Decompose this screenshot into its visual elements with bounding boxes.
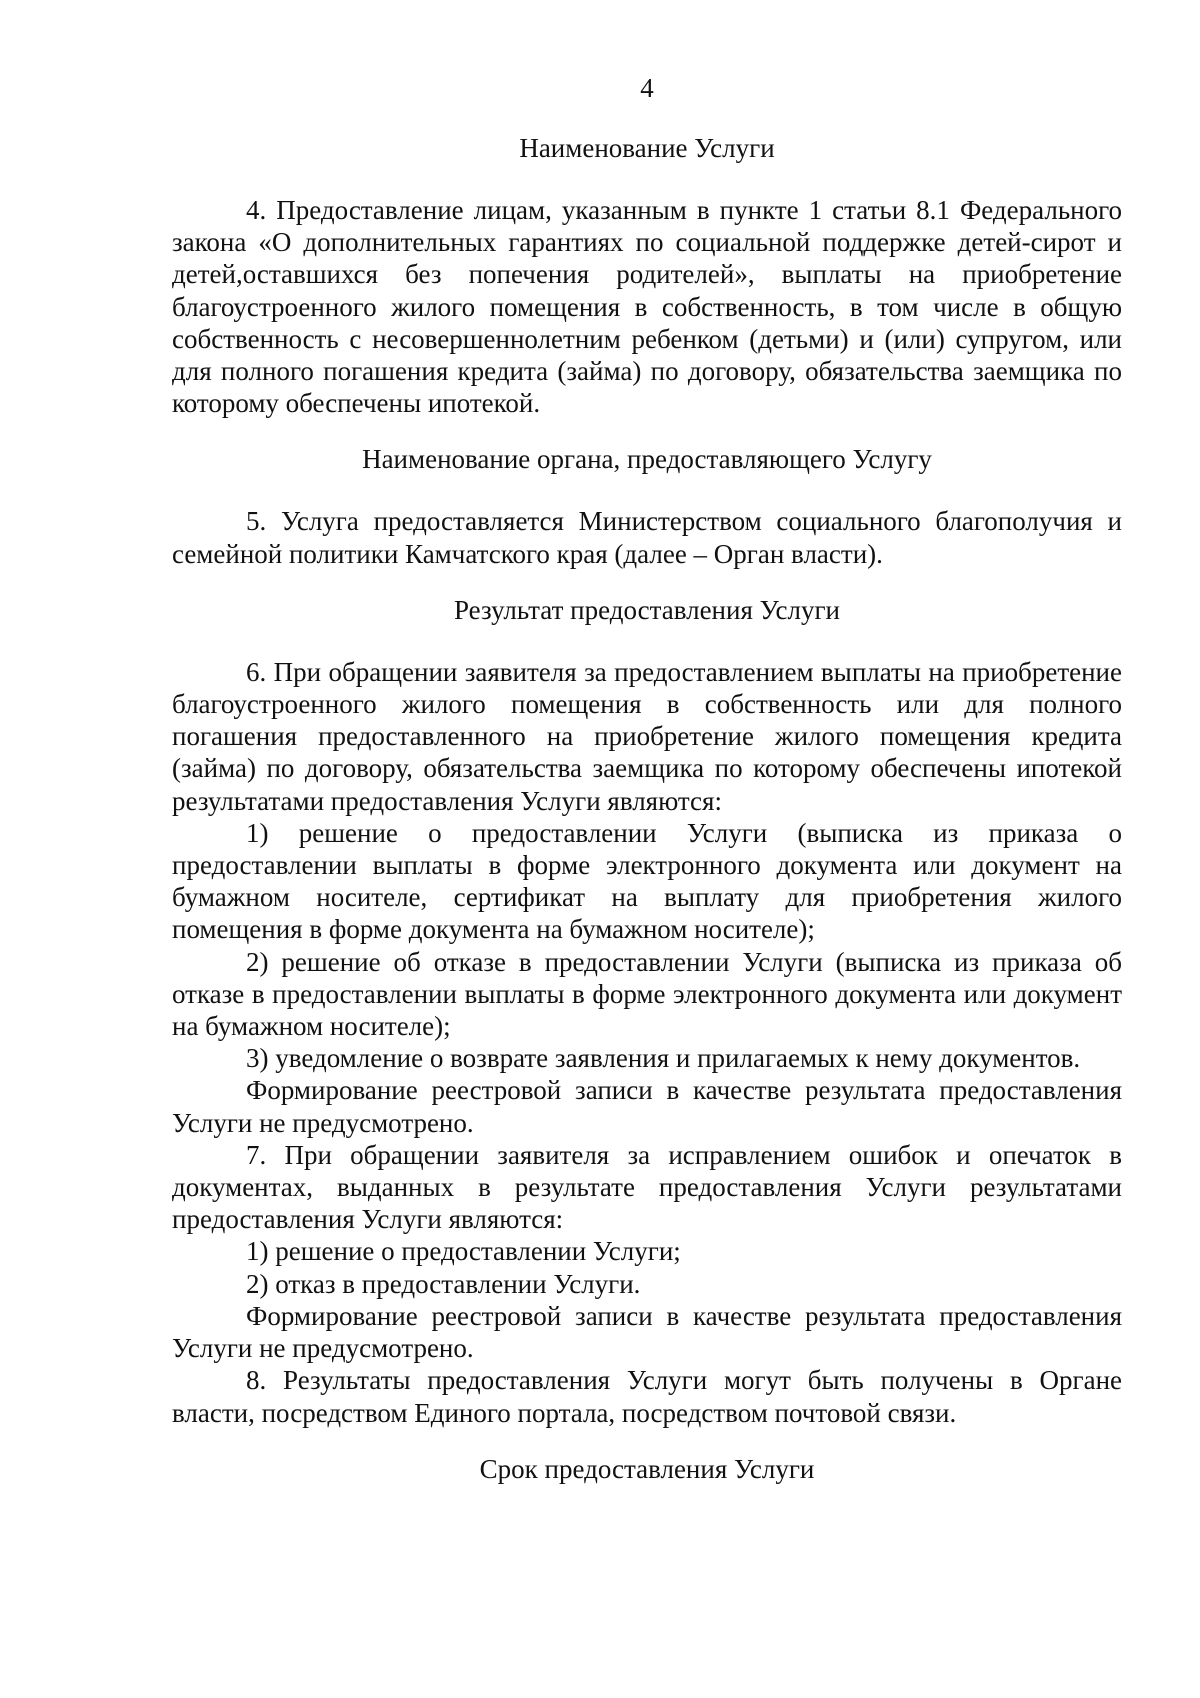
paragraph: 2) решение об отказе в предоставлении Услуги (выписка из приказа об отказе в предоставлении выплаты в форме электронного документа или документ на бумажном носителе); [172, 946, 1122, 1042]
paragraph: Формирование реестровой записи в качестве результата предоставления Услуги не предусмотрено. [172, 1300, 1122, 1364]
paragraph: 2) отказ в предоставлении Услуги. [246, 1268, 641, 1299]
heading-service-term: Срок предоставления Услуги [479, 1453, 815, 1484]
paragraph: 7. При обращении заявителя за исправлением ошибок и опечаток в документах, выданных в результате предоставления Услуги результатами предоставления Услуги являются: [172, 1139, 1122, 1235]
paragraph: 1) решение о предоставлении Услуги; [246, 1236, 681, 1267]
page-number: 4 [640, 73, 654, 103]
paragraph: 5. Услуга предоставляется Министерством социального благополучия и семейной политики Камчатского края (далее – Орган власти). [172, 506, 1122, 569]
paragraph: Формирование реестровой записи в качестве результата предоставления Услуги не предусмотрено. [172, 1075, 1122, 1138]
heading-service-result: Результат предоставления Услуги [454, 594, 840, 625]
paragraph: 4. Предоставление лицам, указанным в пункте 1 статьи 8.1 Федерального закона «О дополнительных гарантиях по социальной поддержке детей-сирот и детей,оставшихся без попечения родителей», выплаты на приобретение благоустроенного жилого помещения в собственность, в том числе в общую собственность с несовершеннолетним ребенком (детьми) и (или) супругом, или для полного погашения кредита (займа) по договору, обязательства заемщика по которому обеспечены ипотекой. [172, 195, 1122, 419]
heading-service-name: Наименование Услуги [519, 133, 775, 163]
document-page [172, 72, 1122, 1485]
paragraph: 1) решение о предоставлении Услуги (выписка из приказа о предоставлении выплаты в форме электронного документа или документ на бумажном носителе, сертификат на выплату для приобретения жилого помещения в форме документа на бумажном носителе); [172, 817, 1122, 945]
paragraph: 8. Результаты предоставления Услуги могут быть получены в Органе власти, посредством Единого портала, посредством почтовой связи. [172, 1365, 1122, 1428]
paragraph: 3) уведомление о возврате заявления и прилагаемых к нему документов. [246, 1043, 1081, 1074]
heading-authority-name: Наименование органа, предоставляющего Услугу [362, 444, 932, 475]
paragraph: 6. При обращении заявителя за предоставлением выплаты на приобретение благоустроенного жилого помещения в собственность или для полного погашения предоставленного на приобретение жилого помещения кредита (займа) по договору, обязательства заемщика по которому обеспечены ипотекой результатами предоставления Услуги являются: [172, 656, 1122, 816]
